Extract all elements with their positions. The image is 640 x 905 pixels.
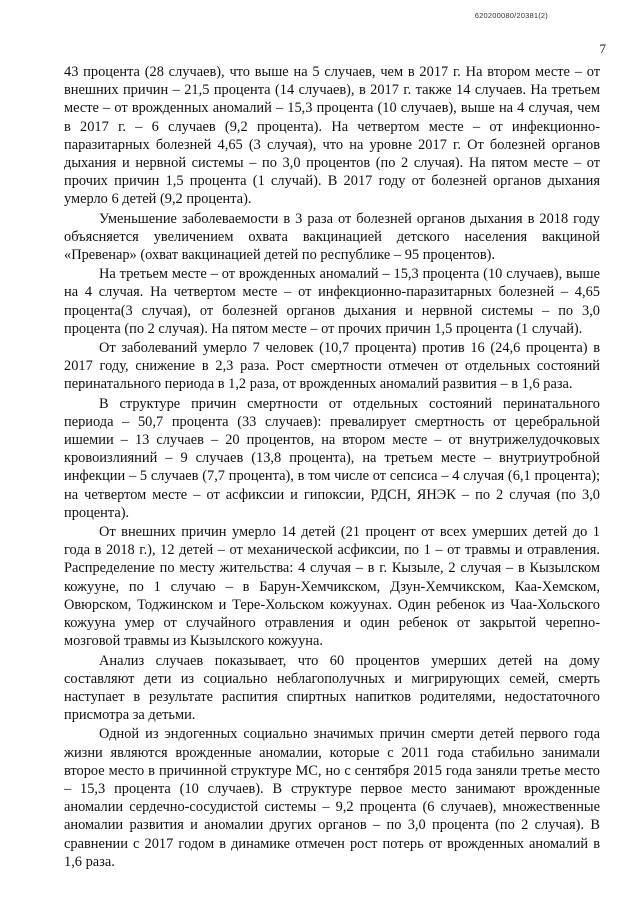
paragraph: Анализ случаев показывает, что 60 процентов умерших детей на дому составляют дети из социально неблагополучных и мигрирующих семей, смерть наступает в результате распития спиртных напитков родителями, недостаточного присмотра за детьми. (64, 652, 600, 724)
document-body (64, 63, 600, 871)
paragraph: На третьем месте – от врожденных аномалий – 15,3 процента (10 случаев), выше на 4 случая. На четвертом месте – от инфекционно-паразитарных болезней – 4,65 процента(3 случая), от болезней органов дыхания и нервной системы – по 3,0 процента (по 2 случая). На пятом месте – от прочих причин 1,5 процента (1 случай). (64, 266, 600, 337)
paragraph: От внешних причин умерло 14 детей (21 процент от всех умерших детей до 1 года в 2018 г.), 12 детей – от механической асфиксии, по 1 – от травмы и отравления. Распределение по месту жительства: 4 случая – в г. Кызыле, 2 случая – в Кызылском кожууне, по 1 случаю – в Барун-Хемчикском, Дзун-Хемчикском, Каа-Хемском, Овюрском, Тоджинском и Тере-Хольском кожуунах. Один ребенок из Чаа-Хольского кожууна умер от случайного отравления и один ребенок от закрытой черепно-мозговой травмы из Кызылского кожууна. (64, 524, 600, 650)
paragraph: Уменьшение заболеваемости в 3 раза от болезней органов дыхания в 2018 году объясняется увеличением охвата вакцинацией детского населения вакциной «Превенар» (охват вакцинацией детей по республике – 95 процентов). (64, 210, 600, 264)
paragraph: От заболеваний умерло 7 человек (10,7 процента) против 16 (24,6 процента) в 2017 году, снижение в 2,3 раза. Рост смертности отмечен от отдельных состояний перинатального периода в 1,2 раза, от врожденных аномалий развития – в 1,6 раза. (64, 340, 600, 393)
paragraph: Одной из эндогенных социально значимых причин смерти детей первого года жизни являются врожденные аномалии, которые с 2011 года стабильно занимали второе место в причинной структуре МС, но с сентября 2015 года заняли третье место – 15,3 процента (10 случаев). В структуре первое место занимают врожденные аномалии сердечно-сосудистой системы – 9,2 процента (6 случаев), множественные аномалии развития и аномалии других органов – по 3,0 процента (по 2 случая). В сравнении с 2017 годом в динамике отмечен рост потерь от врожденных аномалий в 1,6 раза. (64, 726, 600, 870)
document-code: 620200080/20381(2) (474, 11, 548, 20)
paragraph: 43 процента (28 случаев), что выше на 5 случаев, чем в 2017 г. На втором месте – от внешних причин – 21,5 процента (14 случаев), в 2017 г. также 14 случаев. На третьем месте – от врожденных аномалий – 15,3 процента (10 случаев), выше на 4 случая, чем в 2017 г. – 6 случаев (9,2 процента). На четвертом месте – от инфекционно-паразитарных болезней 4,65 (3 случая), что на уровне 2017 г. От болезней органов дыхания и нервной системы – по 3,0 процентов (по 2 случая). На пятом месте – от прочих причин 1,5 процента (1 случай). В 2017 году от болезней органов дыхания умерло 6 детей (9,2 процента). (64, 64, 600, 208)
page-number: 7 (599, 41, 606, 56)
paragraph: В структуре причин смертности от отдельных состояний перинатального периода – 50,7 процента (33 случаев): превалирует смертность от церебральной ишемии – 13 случаев – 20 процентов, на втором месте – от внутрижелудочковых кровоизлияний – 9 случаев (13,8 процента), на третьем месте – внутриутробной инфекции – 5 случаев (7,7 процента), в том числе от сепсиса – 4 случая (6,1 процента); на четвертом месте – от асфиксии и гипоксии, РДСН, ЯНЭК – по 2 случая (по 3,0 процента). (64, 395, 600, 521)
